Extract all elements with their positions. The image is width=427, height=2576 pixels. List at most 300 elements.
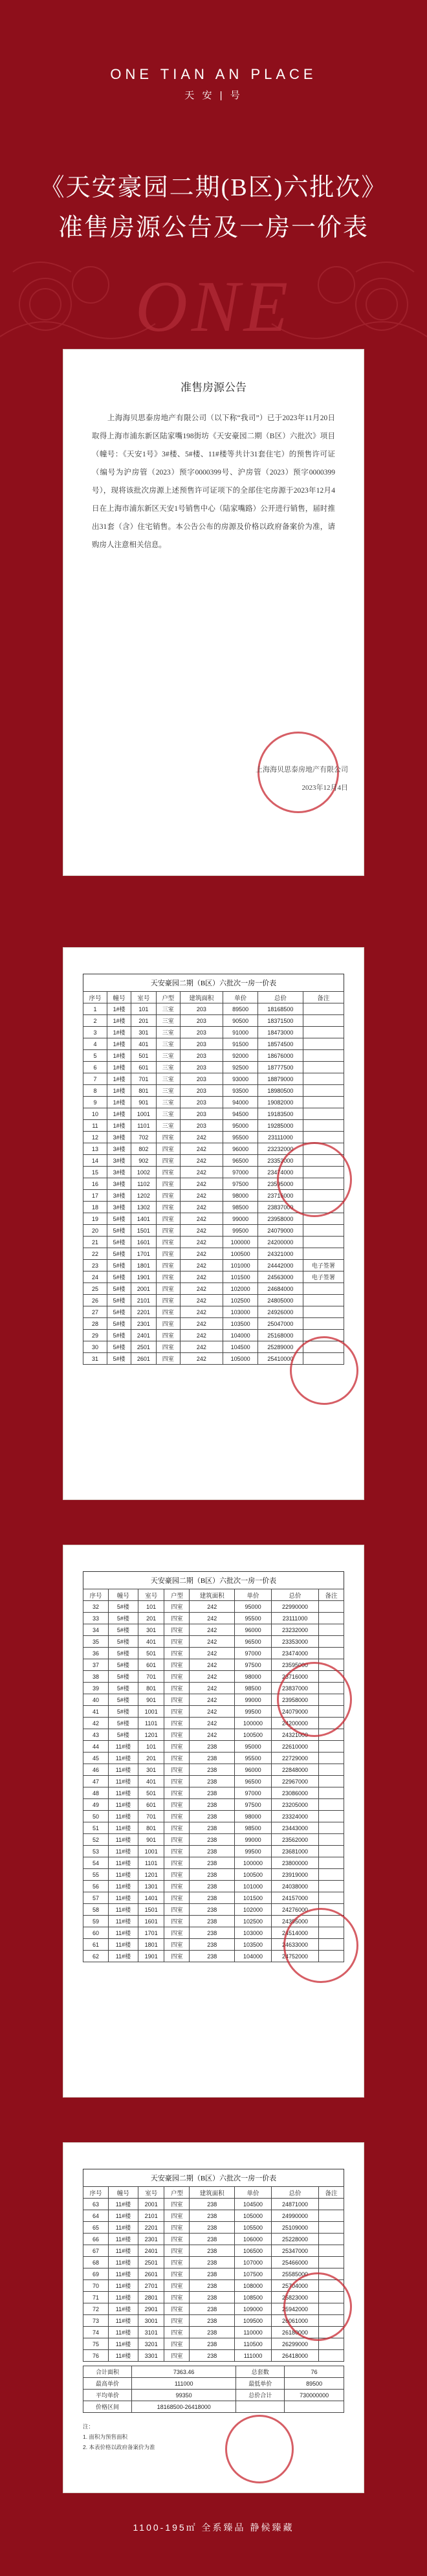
table-row [83, 1260, 344, 1271]
table-cell: 四室 [164, 1648, 190, 1659]
table-cell: 203 [180, 1003, 223, 1015]
table-cell: 62 [83, 1951, 109, 1962]
table-row [83, 1834, 344, 1846]
table-cell: 四室 [156, 1213, 180, 1225]
table-cell: 1#楼 [107, 1015, 131, 1027]
table-cell: 101500 [235, 1892, 272, 1904]
table-cell: 24684000 [258, 1283, 303, 1295]
table-cell: 26 [83, 1295, 107, 1306]
table-cell: 238 [190, 1892, 235, 1904]
column-header: 幢号 [108, 1589, 138, 1601]
table-row [83, 1648, 344, 1659]
column-header: 室号 [131, 992, 157, 1003]
table-row [83, 1132, 344, 1143]
table-cell: 四室 [164, 1601, 190, 1613]
table-cell: 总价合计 [236, 2390, 285, 2401]
table-cell [319, 1822, 344, 1834]
table-cell: 四室 [164, 2315, 190, 2327]
table-cell: 三室 [156, 1097, 180, 1108]
table-row [83, 1799, 344, 1811]
table-cell: 3101 [138, 2327, 164, 2338]
table-cell: 四室 [164, 1718, 190, 1729]
table-cell: 四室 [164, 2350, 190, 2362]
table-cell: 11#楼 [108, 1927, 138, 1939]
table-cell: 63 [83, 2199, 109, 2210]
table-cell: 23837000 [271, 1683, 318, 1694]
table-cell: 18168500 [258, 1003, 303, 1015]
column-header: 建筑面积 [190, 2187, 235, 2199]
table-cell: 5#楼 [108, 1671, 138, 1683]
table-cell: 103000 [223, 1306, 258, 1318]
table-cell: 四室 [164, 2199, 190, 2210]
page-subtitle: 准售房源公告及一房一价表 [58, 214, 369, 241]
table-cell: 96000 [235, 1624, 272, 1636]
table-cell: 242 [190, 1683, 235, 1694]
table-cell: 2101 [138, 2210, 164, 2222]
column-header: 户型 [164, 2187, 190, 2199]
table-cell: 3 [83, 1027, 107, 1038]
table-cell: 102500 [235, 1916, 272, 1927]
table-cell: 91500 [223, 1038, 258, 1050]
table-cell: 25 [83, 1283, 107, 1295]
table-cell: 53 [83, 1846, 109, 1857]
table-cell: 242 [190, 1601, 235, 1613]
table-cell: 23474000 [258, 1167, 303, 1178]
table-cell: 99500 [235, 1706, 272, 1718]
table-row [83, 2257, 344, 2268]
table-cell: 1401 [138, 1892, 164, 1904]
table-cell: 99000 [235, 1834, 272, 1846]
table-cell: 3#楼 [107, 1132, 131, 1143]
table-cell: 23716000 [258, 1190, 303, 1202]
table-cell: 1901 [138, 1951, 164, 1962]
table-cell: 97000 [235, 1648, 272, 1659]
table-cell: 2001 [138, 2199, 164, 2210]
table-cell: 501 [138, 1648, 164, 1659]
table-row [83, 2350, 344, 2362]
table-row [83, 1097, 344, 1108]
table-cell: 95000 [223, 1120, 258, 1132]
table-cell: 2601 [138, 2268, 164, 2280]
table-cell: 2301 [138, 2234, 164, 2245]
table-cell: 5#楼 [108, 1613, 138, 1624]
table-cell: 96500 [235, 1776, 272, 1787]
table-cell: 25228000 [271, 2234, 318, 2245]
table-cell: 四室 [156, 1306, 180, 1318]
table-row [83, 1330, 344, 1341]
table-cell: 1#楼 [107, 1073, 131, 1085]
table-cell: 6 [83, 1062, 107, 1073]
table-cell: 四室 [164, 1822, 190, 1834]
table-cell: 四室 [164, 1811, 190, 1822]
notice-card [63, 350, 364, 875]
table-cell: 19 [83, 1213, 107, 1225]
table-cell: 1#楼 [107, 1038, 131, 1050]
table-cell [319, 2257, 344, 2268]
table-cell: 最低单价 [236, 2378, 285, 2390]
table-cell: 100500 [223, 1248, 258, 1260]
table-cell: 四室 [164, 2280, 190, 2292]
table-cell: 100500 [235, 1869, 272, 1881]
table-cell: 401 [138, 1636, 164, 1648]
table-cell: 电子签署 [303, 1260, 344, 1271]
page-title: 《天安豪园二期(B区)六批次》 [39, 174, 388, 201]
table-cell: 四室 [156, 1202, 180, 1213]
table-cell: 103500 [235, 1939, 272, 1951]
table-cell: 1501 [131, 1225, 157, 1237]
table-cell: 18879000 [258, 1073, 303, 1085]
table-cell: 95500 [235, 1753, 272, 1764]
table-cell: 11#楼 [108, 2292, 138, 2303]
table-cell [303, 1073, 344, 1085]
table-title: 天安豪园二期（B区）六批次一房一价表 [83, 974, 344, 991]
table-cell: 23111000 [271, 1613, 318, 1624]
table-cell: 66 [83, 2234, 109, 2245]
table-cell [303, 1003, 344, 1015]
table-cell [319, 1799, 344, 1811]
table-cell: 93000 [223, 1073, 258, 1085]
table-cell: 11#楼 [108, 1822, 138, 1834]
table-cell: 101000 [223, 1260, 258, 1271]
table-cell: 101 [131, 1003, 157, 1015]
table-cell [303, 1283, 344, 1295]
table-cell: 98000 [235, 1671, 272, 1683]
table-cell: 2601 [131, 1353, 157, 1365]
table-cell: 四室 [156, 1353, 180, 1365]
table-row [83, 1085, 344, 1097]
table-cell: 67 [83, 2245, 109, 2257]
table-cell: 25585000 [271, 2268, 318, 2280]
table-cell: 71 [83, 2292, 109, 2303]
table-cell: 501 [138, 1787, 164, 1799]
table-cell: 四室 [164, 1951, 190, 1962]
table-cell: 730000000 [285, 2390, 344, 2401]
table-cell: 3001 [138, 2315, 164, 2327]
table-cell: 108000 [235, 2280, 272, 2292]
table-cell: 四室 [164, 2327, 190, 2338]
table-cell: 34 [83, 1624, 109, 1636]
column-header: 总价 [271, 1589, 318, 1601]
table-row [83, 2390, 344, 2401]
table-row [83, 2222, 344, 2234]
table-cell: 3#楼 [107, 1190, 131, 1202]
table-cell: 238 [190, 2350, 235, 2362]
table-row [83, 1613, 344, 1624]
table-cell: 74 [83, 2327, 109, 2338]
table-cell: 238 [190, 1741, 235, 1753]
table-row [83, 2210, 344, 2222]
company-seal-icon [277, 1142, 352, 1217]
table-cell: 11#楼 [108, 1869, 138, 1881]
table-cell: 11#楼 [108, 1776, 138, 1787]
table-cell: 96000 [223, 1143, 258, 1155]
table-cell: 24563000 [258, 1271, 303, 1283]
table-cell: 24079000 [258, 1225, 303, 1237]
table-cell: 24442000 [258, 1260, 303, 1271]
table-cell: 96500 [223, 1155, 258, 1167]
table-cell: 97500 [235, 1799, 272, 1811]
table-cell: 5#楼 [107, 1225, 131, 1237]
table-cell: 四室 [156, 1318, 180, 1330]
table-cell: 20 [83, 1225, 107, 1237]
table-row [83, 1027, 344, 1038]
table-cell: 242 [190, 1706, 235, 1718]
table-cell: 97000 [235, 1787, 272, 1799]
table-cell: 1401 [131, 1213, 157, 1225]
table-cell: 111000 [132, 2378, 236, 2390]
table-cell [319, 1613, 344, 1624]
table-cell: 802 [131, 1143, 157, 1155]
notice-company: 上海海贝思泰房地产有限公司 [256, 766, 348, 774]
table-cell: 三室 [156, 1108, 180, 1120]
table-cell: 11#楼 [108, 1753, 138, 1764]
table-cell: 25466000 [271, 2257, 318, 2268]
table-cell: 89500 [285, 2378, 344, 2390]
table-cell: 四室 [164, 2234, 190, 2245]
table-cell: 11#楼 [108, 2245, 138, 2257]
table-cell [303, 1132, 344, 1143]
table-cell: 601 [138, 1659, 164, 1671]
table-cell: 102000 [235, 1904, 272, 1916]
table-cell: 23958000 [258, 1213, 303, 1225]
footer-slogan: 1100-195㎡ 全系臻品 静候臻藏 [133, 2522, 294, 2533]
table-cell: 11#楼 [108, 1857, 138, 1869]
table-cell: 三室 [156, 1085, 180, 1097]
table-cell: 1#楼 [107, 1027, 131, 1038]
table-cell: 三室 [156, 1038, 180, 1050]
table-cell: 203 [180, 1120, 223, 1132]
table-cell: 24 [83, 1271, 107, 1283]
table-cell: 242 [190, 1671, 235, 1683]
table-cell: 四室 [164, 1659, 190, 1671]
table-cell: 18168500-26418000 [132, 2401, 236, 2413]
table-cell: 1102 [131, 1178, 157, 1190]
table-cell: 61 [83, 1939, 109, 1951]
table-cell: 1701 [131, 1248, 157, 1260]
table-cell: 69 [83, 2268, 109, 2280]
price-table-2 [83, 1571, 344, 1962]
table-cell: 902 [131, 1155, 157, 1167]
table-cell: 44 [83, 1741, 109, 1753]
table-row [83, 1846, 344, 1857]
table-cell: 94000 [223, 1097, 258, 1108]
table-cell: 电子签署 [303, 1271, 344, 1283]
column-header: 总价 [258, 992, 303, 1003]
table-cell: 109000 [235, 2303, 272, 2315]
table-cell: 105500 [235, 2222, 272, 2234]
table-cell: 1901 [131, 1271, 157, 1283]
one-logo: ONE [135, 267, 292, 347]
table-cell: 3#楼 [107, 1167, 131, 1178]
table-cell: 2101 [131, 1295, 157, 1306]
note-line: 注： [83, 2423, 94, 2430]
table-cell: 110500 [235, 2338, 272, 2350]
table-cell: 四室 [156, 1132, 180, 1143]
table-cell: 100500 [235, 1729, 272, 1741]
table-cell: 1#楼 [107, 1085, 131, 1097]
table-cell: 2801 [138, 2292, 164, 2303]
table-cell: 5#楼 [107, 1341, 131, 1353]
table-cell: 11#楼 [108, 2210, 138, 2222]
table-cell: 701 [138, 1671, 164, 1683]
table-cell: 四室 [156, 1155, 180, 1167]
table-cell: 106000 [235, 2234, 272, 2245]
table-cell: 5#楼 [108, 1718, 138, 1729]
table-cell [303, 1237, 344, 1248]
table-cell: 2401 [131, 1330, 157, 1341]
table-cell: 四室 [164, 1729, 190, 1741]
table-cell: 11#楼 [108, 2327, 138, 2338]
table-cell: 5#楼 [108, 1659, 138, 1671]
table-row [83, 1601, 344, 1613]
table-cell [319, 2199, 344, 2210]
table-cell: 23443000 [271, 1822, 318, 1834]
company-seal-icon [277, 1662, 352, 1737]
table-cell: 24926000 [258, 1306, 303, 1318]
table-cell: 22610000 [271, 1741, 318, 1753]
table-cell: 203 [180, 1097, 223, 1108]
table-cell: 28 [83, 1318, 107, 1330]
table-cell: 5#楼 [107, 1213, 131, 1225]
table-cell: 95000 [235, 1741, 272, 1753]
column-header: 总价 [271, 2187, 318, 2199]
table-cell: 23681000 [271, 1846, 318, 1857]
table-cell: 1002 [131, 1167, 157, 1178]
table-cell: 238 [190, 1799, 235, 1811]
table-cell: 四室 [156, 1295, 180, 1306]
table-cell [319, 1881, 344, 1892]
table-cell: 1001 [131, 1108, 157, 1120]
table-cell: 242 [180, 1155, 223, 1167]
table-cell [303, 1050, 344, 1062]
table-cell: 50 [83, 1811, 109, 1822]
table-cell: 110000 [235, 2327, 272, 2338]
table-cell: 301 [131, 1027, 157, 1038]
table-cell: 5#楼 [108, 1624, 138, 1636]
table-cell: 101 [138, 1601, 164, 1613]
table-cell: 5#楼 [107, 1306, 131, 1318]
table-cell: 19285000 [258, 1120, 303, 1132]
table-cell: 238 [190, 1846, 235, 1857]
table-row [83, 1062, 344, 1073]
table-cell: 73 [83, 2315, 109, 2327]
table-cell: 11#楼 [108, 1939, 138, 1951]
table-cell: 23232000 [258, 1143, 303, 1155]
table-cell: 四室 [164, 1869, 190, 1881]
column-header: 备注 [319, 1589, 344, 1601]
note-line: 1. 面积为预售面积 [83, 2434, 127, 2440]
table-cell: 238 [190, 2257, 235, 2268]
table-cell: 14 [83, 1155, 107, 1167]
table-cell: 702 [131, 1132, 157, 1143]
table-cell: 242 [180, 1341, 223, 1353]
table-cell: 三室 [156, 1062, 180, 1073]
table-cell: 11#楼 [108, 2199, 138, 2210]
table-cell: 23919000 [271, 1869, 318, 1881]
table-cell: 238 [190, 1811, 235, 1822]
table-cell: 36 [83, 1648, 109, 1659]
column-header: 单价 [235, 1589, 272, 1601]
table-cell [319, 2234, 344, 2245]
table-cell [285, 2401, 344, 2413]
table-cell: 四室 [156, 1283, 180, 1295]
table-cell: 242 [180, 1353, 223, 1365]
table-cell: 1#楼 [107, 1097, 131, 1108]
table-cell: 16 [83, 1178, 107, 1190]
table-cell: 11#楼 [108, 1881, 138, 1892]
column-header: 序号 [83, 2187, 109, 2199]
table-cell: 801 [131, 1085, 157, 1097]
table-cell: 501 [131, 1050, 157, 1062]
table-cell [303, 1120, 344, 1132]
table-cell: 5#楼 [108, 1636, 138, 1648]
table-cell: 19183500 [258, 1108, 303, 1120]
price-table-card-1 [63, 948, 364, 1499]
brand [0, 66, 427, 102]
column-header: 序号 [83, 1589, 109, 1601]
note-line: 2. 本表价格以政府备案价为准 [83, 2444, 155, 2450]
table-cell: 8 [83, 1085, 107, 1097]
table-cell: 四室 [164, 1671, 190, 1683]
table-cell: 四室 [156, 1225, 180, 1237]
table-cell: 23958000 [271, 1694, 318, 1706]
table-cell: 17 [83, 1190, 107, 1202]
table-cell: 四室 [164, 2292, 190, 2303]
table-cell: 238 [190, 2280, 235, 2292]
table-cell: 97000 [223, 1167, 258, 1178]
table-cell: 25410000 [258, 1353, 303, 1365]
table-cell: 四室 [164, 2338, 190, 2350]
company-seal-icon [283, 1908, 358, 1983]
table-cell: 5#楼 [107, 1295, 131, 1306]
table-cell: 54 [83, 1857, 109, 1869]
table-cell: 四室 [164, 1624, 190, 1636]
table-row [83, 1015, 344, 1027]
table-row [83, 2199, 344, 2210]
table-cell: 11#楼 [108, 2268, 138, 2280]
column-header: 建筑面积 [180, 992, 223, 1003]
table-cell: 99350 [132, 2390, 236, 2401]
table-cell: 四室 [164, 1753, 190, 1764]
table-cell: 三室 [156, 1050, 180, 1062]
table-cell: 96500 [235, 1636, 272, 1648]
table-cell: 3301 [138, 2350, 164, 2362]
table-cell: 四室 [164, 2222, 190, 2234]
table-cell: 39 [83, 1683, 109, 1694]
table-cell: 42 [83, 1718, 109, 1729]
table-row [83, 1050, 344, 1062]
table-cell: 24871000 [271, 2199, 318, 2210]
table-cell: 242 [180, 1271, 223, 1283]
table-cell: 30 [83, 1341, 107, 1353]
table-cell: 1001 [138, 1846, 164, 1857]
table-cell: 三室 [156, 1027, 180, 1038]
table-cell: 105000 [235, 2210, 272, 2222]
table-row [83, 2401, 344, 2413]
column-header: 备注 [319, 2187, 344, 2199]
table-cell: 101000 [235, 1881, 272, 1892]
table-cell: 四室 [156, 1260, 180, 1271]
table-cell: 24200000 [258, 1237, 303, 1248]
table-cell: 238 [190, 1939, 235, 1951]
column-header: 户型 [164, 1589, 190, 1601]
table-cell: 238 [190, 2268, 235, 2280]
table-cell: 25109000 [271, 2222, 318, 2234]
table-cell: 5#楼 [108, 1694, 138, 1706]
table-cell: 15 [83, 1167, 107, 1178]
table-cell: 238 [190, 2222, 235, 2234]
table-cell: 25347000 [271, 2245, 318, 2257]
